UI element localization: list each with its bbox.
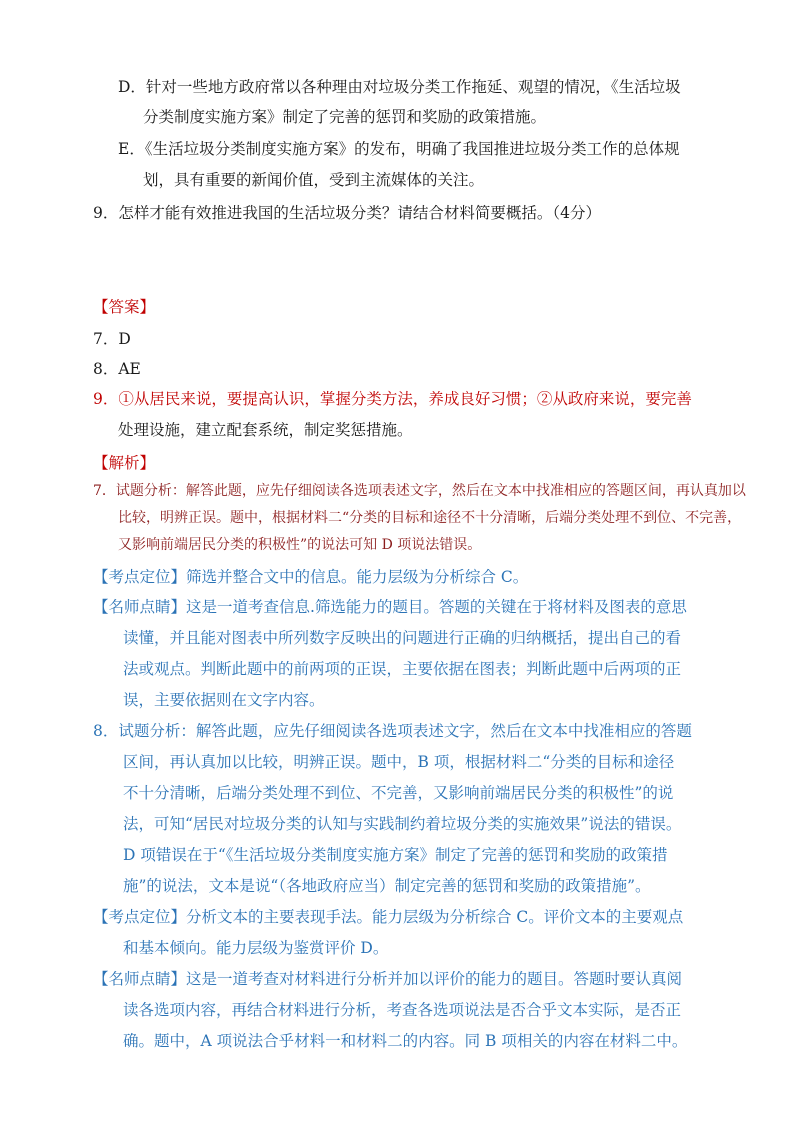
analysis-8-kaodian-line1: 【考点定位】分析文本的主要表现手法。能力层级为分析综合 C。评价文本的主要观点 [93,908,684,926]
analysis-8-mingshi-line1: 【名师点睛】这是一道考查对材料进行分析并加以评价的能力的题目。答题时要认真阅 [93,970,683,988]
answer-9-line2: 处理设施，建立配套系统，制定奖惩措施。 [118,421,413,439]
analysis-8-line4: 法，可知“居民对垃圾分类的认知与实践制约着垃圾分类的实施效果”说法的错误。 [123,815,682,833]
analysis-7-line3: 又影响前端居民分类的积极性”的说法可知 D 项说法错误。 [118,537,482,553]
analysis-8-mingshi-line3: 确。题中，A 项说法合乎材料一和材料二的内容。同 B 项相关的内容在材料二中。 [123,1032,688,1050]
analysis-7-mingshi-line1: 【名师点睛】这是一道考查信息.筛选能力的题目。答题的关键在于将材料及图表的意思 [93,598,687,616]
analysis-8-line3: 不十分清晰，后端分类处理不到位、不完善，又影响前端居民分类的积极性”的说 [123,784,674,802]
analysis-7-mingshi-line2: 读懂，并且能对图表中所列数字反映出的问题进行正确的归纳概括，提出自己的看 [123,629,682,647]
option-e-line1: E．《生活垃圾分类制度实施方案》的发布，明确了我国推进垃圾分类工作的总体规 [118,140,680,158]
analysis-8-kaodian-line2: 和基本倾向。能力层级为鉴赏评价 D。 [123,939,389,957]
analysis-8-line5: D 项错误在于“《生活垃圾分类制度实施方案》制定了完善的惩罚和奖励的政策措 [123,846,668,864]
analysis-7-kaodian: 【考点定位】筛选并整合文中的信息。能力层级为分析综合 C。 [93,568,529,586]
analysis-7-line1: 7．试题分析：解答此题，应先仔细阅读各选项表述文字，然后在文本中找准相应的答题区间，再认真加以 [93,483,746,499]
option-d-line2: 分类制度实施方案》制定了完善的惩罚和奖励的政策措施。 [143,108,547,126]
analysis-8-line2: 区间，再认真加以比较，明辨正误。题中，B 项，根据材料二“分类的目标和途径 [123,753,675,771]
analysis-8-line6: 施”的说法，文本是说“（各地政府应当）制定完善的惩罚和奖励的政策措施”。 [123,877,651,895]
analysis-7-line2: 比较，明辨正误。题中，根据材料二“分类的目标和途径不十分清晰，后端分类处理不到位、不完善， [118,510,742,526]
question-9: 9．怎样才能有效推进我国的生活垃圾分类？请结合材料简要概括。（4分） [93,204,601,222]
analysis-heading: 【解析】 [93,454,156,472]
analysis-7-mingshi-line3: 法或观点。判断此题中的前两项的正误，主要依据在图表；判断此题中后两项的正 [123,660,682,678]
analysis-7-mingshi-line4: 误，主要依据则在文字内容。 [123,691,325,709]
answer-8: 8．AE [93,360,141,378]
answer-7: 7．D [93,330,131,348]
answer-heading: 【答案】 [93,298,156,316]
analysis-8-mingshi-line2: 读各选项内容，再结合材料进行分析，考查各选项说法是否合乎文本实际，是否正 [123,1001,682,1019]
answer-9-line1: 9．①从居民来说，要提高认识，掌握分类方法，养成良好习惯；②从政府来说，要完善 [93,390,692,408]
option-e-line2: 划，具有重要的新闻价值，受到主流媒体的关注。 [143,171,485,189]
analysis-8-line1: 8．试题分析：解答此题，应先仔细阅读各选项表述文字，然后在文本中找准相应的答题 [93,722,692,740]
option-d-line1: D．针对一些地方政府常以各种理由对垃圾分类工作拖延、观望的情况，《生活垃圾 [118,78,681,96]
